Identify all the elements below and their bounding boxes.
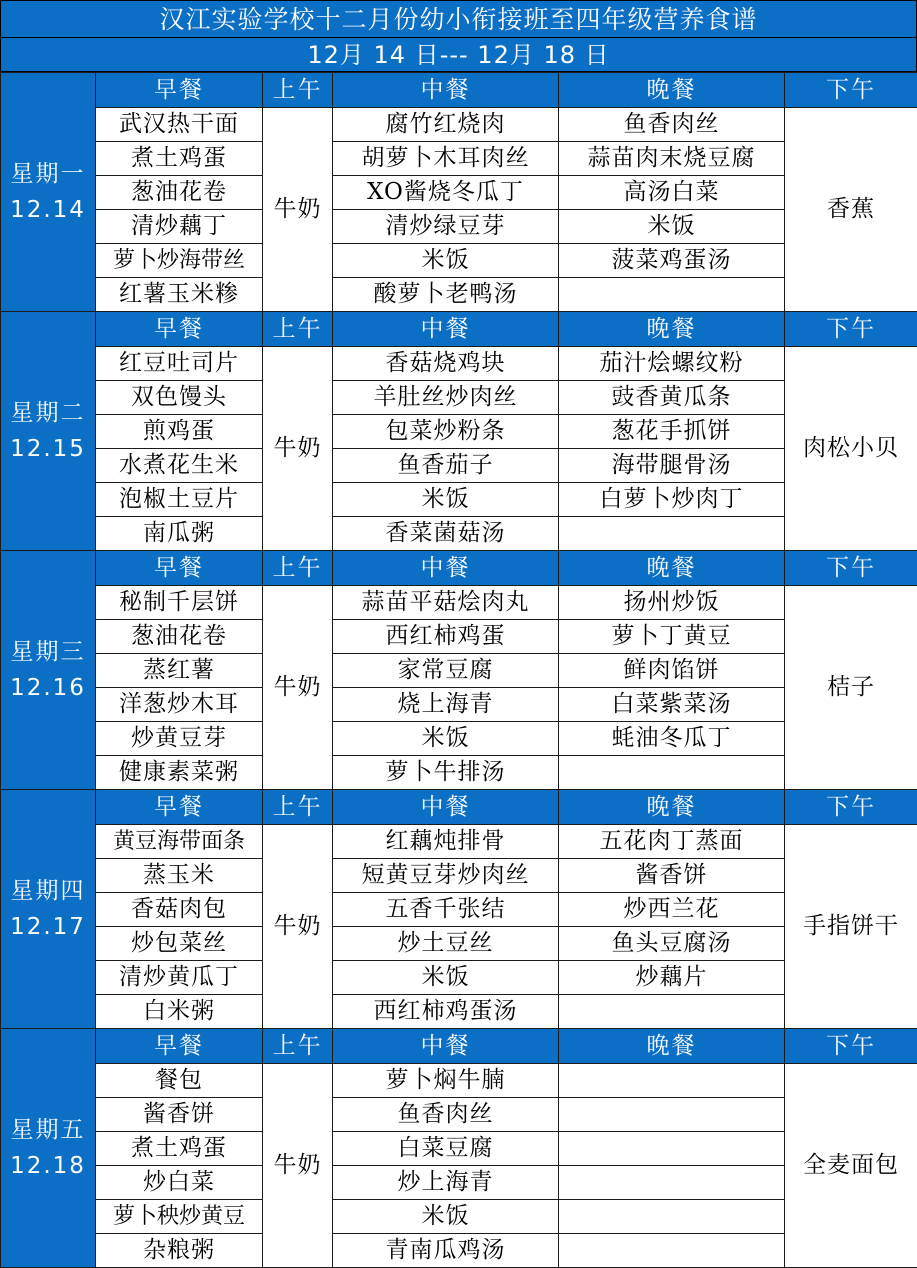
table-row xyxy=(1,1166,917,1200)
dinner-item: 蚝油冬瓜丁 xyxy=(559,722,785,756)
lunch-item: 萝卜焖牛腩 xyxy=(333,1064,559,1098)
header-lunch: 中餐 xyxy=(333,551,559,586)
day-name: 星期五 xyxy=(1,1112,95,1148)
header-afternoon: 下午 xyxy=(785,790,917,825)
breakfast-item: 餐包 xyxy=(96,1064,263,1098)
header-breakfast: 早餐 xyxy=(96,551,263,586)
lunch-item: 胡萝卜木耳肉丝 xyxy=(333,142,559,176)
breakfast-item: 白米粥 xyxy=(96,995,263,1029)
table-row xyxy=(1,722,917,756)
breakfast-item: 炒白菜 xyxy=(96,1166,263,1200)
lunch-item: 清炒绿豆芽 xyxy=(333,210,559,244)
lunch-item: 米饭 xyxy=(333,961,559,995)
breakfast-item: 洋葱炒木耳 xyxy=(96,688,263,722)
header-morning: 上午 xyxy=(263,551,333,586)
day-header-row xyxy=(1,1029,917,1064)
lunch-item: 羊肚丝炒肉丝 xyxy=(333,381,559,415)
table-row xyxy=(1,142,917,176)
table-row xyxy=(1,483,917,517)
table-row xyxy=(1,176,917,210)
dinner-item xyxy=(559,1132,785,1166)
header-dinner: 晚餐 xyxy=(559,312,785,347)
dinner-item: 五花肉丁蒸面 xyxy=(559,825,785,859)
breakfast-item: 蒸玉米 xyxy=(96,859,263,893)
dinner-item xyxy=(559,756,785,790)
day-label xyxy=(1,312,96,551)
day-label xyxy=(1,551,96,790)
breakfast-item: 煮土鸡蛋 xyxy=(96,1132,263,1166)
dinner-item: 白菜紫菜汤 xyxy=(559,688,785,722)
breakfast-item: 秘制千层饼 xyxy=(96,586,263,620)
header-breakfast: 早餐 xyxy=(96,790,263,825)
day-header-row xyxy=(1,551,917,586)
dinner-item: 米饭 xyxy=(559,210,785,244)
table-row xyxy=(1,347,917,381)
dinner-item: 鱼香肉丝 xyxy=(559,108,785,142)
lunch-item: 鱼香肉丝 xyxy=(333,1098,559,1132)
header-afternoon: 下午 xyxy=(785,551,917,586)
breakfast-item: 炒黄豆芽 xyxy=(96,722,263,756)
breakfast-item: 杂粮粥 xyxy=(96,1234,263,1268)
lunch-item: 炒土豆丝 xyxy=(333,927,559,961)
table-row xyxy=(1,620,917,654)
breakfast-item: 香菇肉包 xyxy=(96,893,263,927)
lunch-item: 烧上海青 xyxy=(333,688,559,722)
dinner-item: 豉香黄瓜条 xyxy=(559,381,785,415)
day-date: 12.16 xyxy=(1,670,95,706)
header-lunch: 中餐 xyxy=(333,73,559,108)
dinner-item: 蒜苗肉末烧豆腐 xyxy=(559,142,785,176)
lunch-item: 白菜豆腐 xyxy=(333,1132,559,1166)
lunch-item: 香菇烧鸡块 xyxy=(333,347,559,381)
dinner-item xyxy=(559,1200,785,1234)
afternoon-snack: 手指饼干 xyxy=(785,825,917,1029)
breakfast-item: 红豆吐司片 xyxy=(96,347,263,381)
breakfast-item: 酱香饼 xyxy=(96,1098,263,1132)
header-afternoon: 下午 xyxy=(785,1029,917,1064)
header-dinner: 晚餐 xyxy=(559,551,785,586)
day-name: 星期三 xyxy=(1,634,95,670)
dinner-item xyxy=(559,1234,785,1268)
breakfast-item: 南瓜粥 xyxy=(96,517,263,551)
header-dinner: 晚餐 xyxy=(559,790,785,825)
header-afternoon: 下午 xyxy=(785,73,917,108)
table-row xyxy=(1,415,917,449)
lunch-item: XO酱烧冬瓜丁 xyxy=(333,176,559,210)
lunch-item: 短黄豆芽炒肉丝 xyxy=(333,859,559,893)
lunch-item: 红藕炖排骨 xyxy=(333,825,559,859)
lunch-item: 包菜炒粉条 xyxy=(333,415,559,449)
lunch-item: 青南瓜鸡汤 xyxy=(333,1234,559,1268)
breakfast-item: 水煮花生米 xyxy=(96,449,263,483)
day-name: 星期二 xyxy=(1,395,95,431)
lunch-item: 酸萝卜老鸭汤 xyxy=(333,278,559,312)
dinner-item: 白萝卜炒肉丁 xyxy=(559,483,785,517)
header-morning: 上午 xyxy=(263,73,333,108)
dinner-item: 海带腿骨汤 xyxy=(559,449,785,483)
menu-table xyxy=(0,72,917,1268)
dinner-item: 葱花手抓饼 xyxy=(559,415,785,449)
table-row xyxy=(1,244,917,278)
breakfast-item: 萝卜炒海带丝 xyxy=(96,244,263,278)
lunch-item: 米饭 xyxy=(333,1200,559,1234)
day-header-row xyxy=(1,73,917,108)
lunch-item: 炒上海青 xyxy=(333,1166,559,1200)
breakfast-item: 葱油花卷 xyxy=(96,620,263,654)
dinner-item xyxy=(559,517,785,551)
day-header-row xyxy=(1,790,917,825)
breakfast-item: 黄豆海带面条 xyxy=(96,825,263,859)
table-row xyxy=(1,381,917,415)
afternoon-snack: 香蕉 xyxy=(785,108,917,312)
header-lunch: 中餐 xyxy=(333,312,559,347)
lunch-item: 西红柿鸡蛋汤 xyxy=(333,995,559,1029)
table-row xyxy=(1,893,917,927)
breakfast-item: 煎鸡蛋 xyxy=(96,415,263,449)
afternoon-snack: 全麦面包 xyxy=(785,1064,917,1268)
dinner-item: 茄汁烩螺纹粉 xyxy=(559,347,785,381)
lunch-item: 鱼香茄子 xyxy=(333,449,559,483)
table-row xyxy=(1,108,917,142)
day-label xyxy=(1,73,96,312)
table-row xyxy=(1,1234,917,1268)
header-dinner: 晚餐 xyxy=(559,1029,785,1064)
day-name: 星期四 xyxy=(1,873,95,909)
day-label xyxy=(1,790,96,1029)
lunch-item: 萝卜牛排汤 xyxy=(333,756,559,790)
table-row xyxy=(1,1200,917,1234)
dinner-item: 扬州炒饭 xyxy=(559,586,785,620)
header-morning: 上午 xyxy=(263,790,333,825)
breakfast-item: 炒包菜丝 xyxy=(96,927,263,961)
day-date: 12.14 xyxy=(1,192,95,228)
dinner-item: 鱼头豆腐汤 xyxy=(559,927,785,961)
lunch-item: 米饭 xyxy=(333,722,559,756)
table-row xyxy=(1,654,917,688)
table-row xyxy=(1,278,917,312)
header-breakfast: 早餐 xyxy=(96,312,263,347)
lunch-item: 西红柿鸡蛋 xyxy=(333,620,559,654)
header-breakfast: 早餐 xyxy=(96,73,263,108)
table-row xyxy=(1,586,917,620)
header-dinner: 晚餐 xyxy=(559,73,785,108)
table-row xyxy=(1,961,917,995)
table-row xyxy=(1,927,917,961)
day-label xyxy=(1,1029,96,1268)
table-row xyxy=(1,995,917,1029)
afternoon-snack: 肉松小贝 xyxy=(785,347,917,551)
dinner-item xyxy=(559,278,785,312)
dinner-item: 萝卜丁黄豆 xyxy=(559,620,785,654)
dinner-item: 炒藕片 xyxy=(559,961,785,995)
breakfast-item: 健康素菜粥 xyxy=(96,756,263,790)
header-afternoon: 下午 xyxy=(785,312,917,347)
header-lunch: 中餐 xyxy=(333,1029,559,1064)
breakfast-item: 红薯玉米糁 xyxy=(96,278,263,312)
breakfast-item: 清炒藕丁 xyxy=(96,210,263,244)
day-date: 12.15 xyxy=(1,431,95,467)
lunch-item: 香菜菌菇汤 xyxy=(333,517,559,551)
table-row xyxy=(1,1064,917,1098)
breakfast-item: 蒸红薯 xyxy=(96,654,263,688)
header-breakfast: 早餐 xyxy=(96,1029,263,1064)
morning-snack: 牛奶 xyxy=(263,586,333,790)
breakfast-item: 泡椒土豆片 xyxy=(96,483,263,517)
table-row xyxy=(1,1098,917,1132)
header-lunch: 中餐 xyxy=(333,790,559,825)
breakfast-item: 煮土鸡蛋 xyxy=(96,142,263,176)
dinner-item xyxy=(559,995,785,1029)
morning-snack: 牛奶 xyxy=(263,108,333,312)
table-row xyxy=(1,688,917,722)
lunch-item: 米饭 xyxy=(333,483,559,517)
breakfast-item: 萝卜秧炒黄豆 xyxy=(96,1200,263,1234)
lunch-item: 五香千张结 xyxy=(333,893,559,927)
day-date: 12.18 xyxy=(1,1148,95,1184)
afternoon-snack: 桔子 xyxy=(785,586,917,790)
page-title: 汉江实验学校十二月份幼小衔接班至四年级营养食谱 xyxy=(0,0,917,38)
morning-snack: 牛奶 xyxy=(263,825,333,1029)
breakfast-item: 葱油花卷 xyxy=(96,176,263,210)
dinner-item xyxy=(559,1064,785,1098)
breakfast-item: 武汉热干面 xyxy=(96,108,263,142)
morning-snack: 牛奶 xyxy=(263,1064,333,1268)
dinner-item: 炒西兰花 xyxy=(559,893,785,927)
table-row xyxy=(1,825,917,859)
lunch-item: 家常豆腐 xyxy=(333,654,559,688)
table-row xyxy=(1,210,917,244)
table-row xyxy=(1,859,917,893)
lunch-item: 米饭 xyxy=(333,244,559,278)
lunch-item: 蒜苗平菇烩肉丸 xyxy=(333,586,559,620)
morning-snack: 牛奶 xyxy=(263,347,333,551)
breakfast-item: 双色馒头 xyxy=(96,381,263,415)
day-name: 星期一 xyxy=(1,156,95,192)
dinner-item: 鲜肉馅饼 xyxy=(559,654,785,688)
day-date: 12.17 xyxy=(1,909,95,945)
lunch-item: 腐竹红烧肉 xyxy=(333,108,559,142)
dinner-item: 酱香饼 xyxy=(559,859,785,893)
table-row xyxy=(1,517,917,551)
date-range: 12月 14 日--- 12月 18 日 xyxy=(0,38,917,72)
dinner-item xyxy=(559,1166,785,1200)
dinner-item: 菠菜鸡蛋汤 xyxy=(559,244,785,278)
day-header-row xyxy=(1,312,917,347)
table-row xyxy=(1,1132,917,1166)
table-row xyxy=(1,756,917,790)
dinner-item: 高汤白菜 xyxy=(559,176,785,210)
table-row xyxy=(1,449,917,483)
dinner-item xyxy=(559,1098,785,1132)
breakfast-item: 清炒黄瓜丁 xyxy=(96,961,263,995)
header-morning: 上午 xyxy=(263,312,333,347)
header-morning: 上午 xyxy=(263,1029,333,1064)
